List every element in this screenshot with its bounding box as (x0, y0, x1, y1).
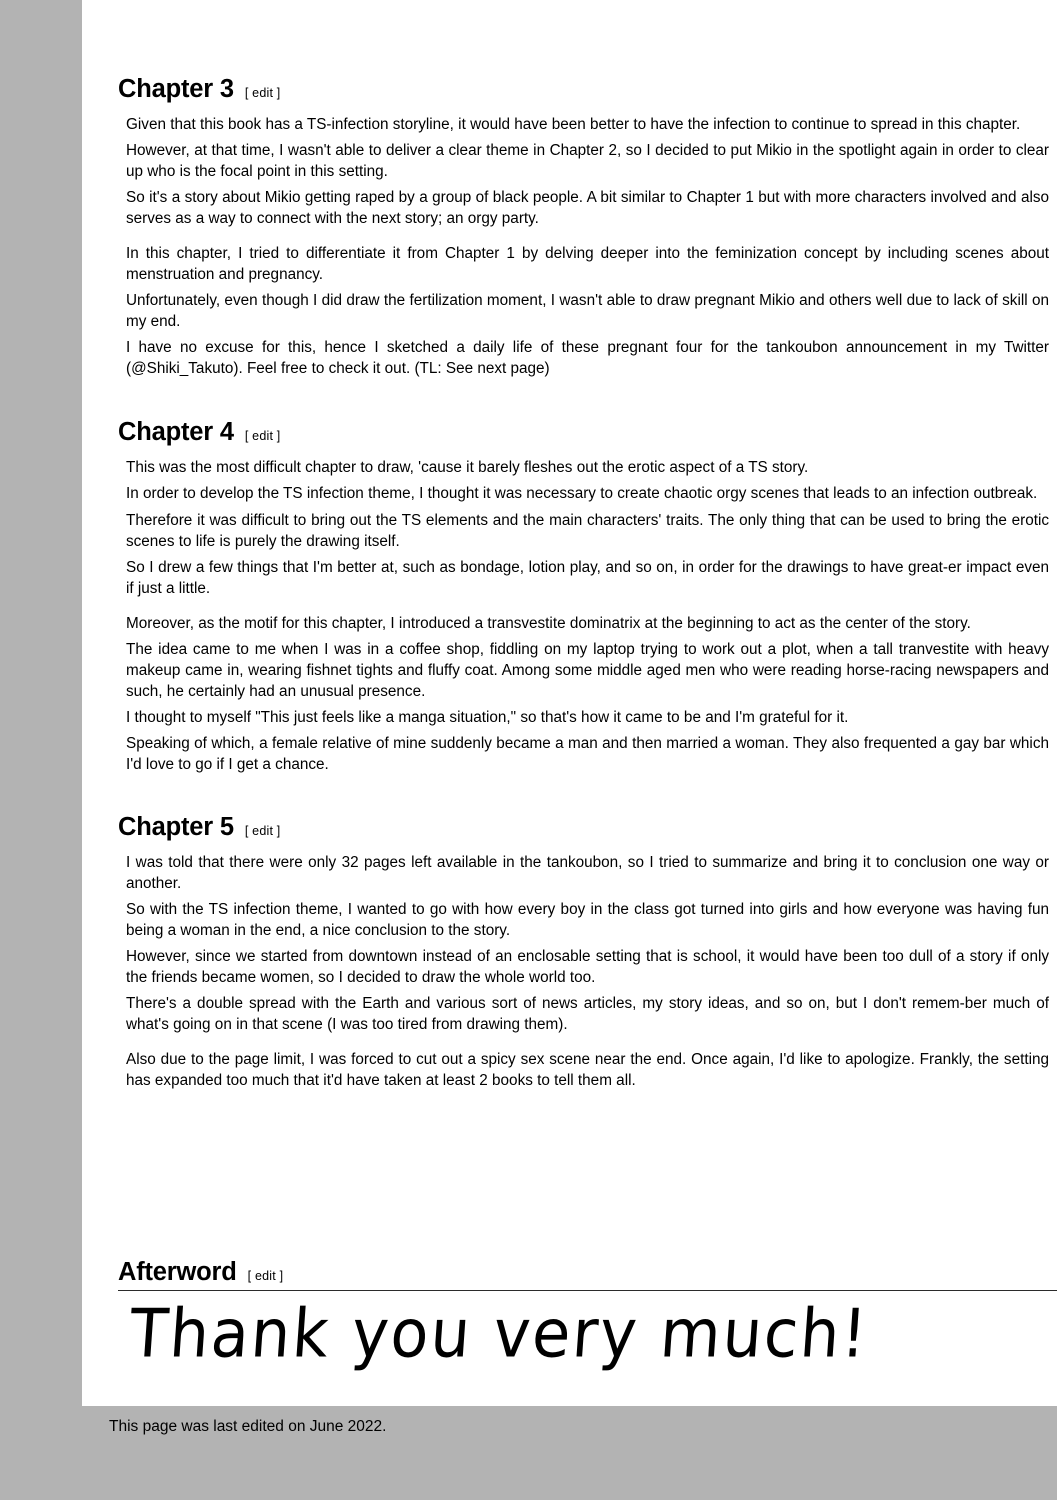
paragraph: So with the TS infection theme, I wanted to go with how every boy in the class got turned into girls and how everyone was having fun being a woman in the end, a nice conclusion to the story. (126, 900, 1049, 939)
paragraph: This was the most difficult chapter to draw, 'cause it barely fleshes out the erotic aspect of a TS story. (126, 459, 809, 477)
paragraph: However, since we started from downtown instead of an enclosable setting that is school, it would have been too dull of a story if only the friends became women, so I decided to draw the whole world too. (126, 948, 1049, 987)
paragraph: Speaking of which, a female relative of mine suddenly became a man and then married a woman. They also frequented a gay bar which I'd love to go if I get a chance. (126, 734, 1049, 773)
paragraph-group (118, 852, 1057, 1035)
edit-link-afterword[interactable]: [ edit ] (247, 1269, 284, 1283)
paragraph: I was told that there were only 32 pages left available in the tankoubon, so I tried to summarize and bring it to conclusion one way or another. (126, 853, 1049, 892)
paragraph: However, at that time, I wasn't able to deliver a clear theme in Chapter 2, so I decided to put Mikio in the spotlight again in order to clear up who is the focal point in this setting. (126, 142, 1049, 181)
heading-chapter3 (118, 75, 1057, 103)
heading-chapter4 (118, 418, 1057, 446)
paragraph: I thought to myself "This just feels like a manga situation," so that's how it came to be and I'm grateful for it. (126, 708, 849, 726)
paragraph: So it's a story about Mikio getting raped by a group of black people. A bit similar to Chapter 1 but with more characters involved and also serves as a way to connect with the next story; an orgy party. (126, 189, 1049, 228)
paragraph-group (118, 457, 1057, 598)
paragraph: Given that this book has a TS-infection storyline, it would have been better to have the infection to continue to spread in this chapter. (126, 116, 1021, 134)
paragraph: Moreover, as the motif for this chapter, I introduced a transvestite dominatrix at the beginning to act as the center of the story. (126, 614, 971, 632)
section-afterword (118, 1258, 1057, 1373)
edit-link-chapter5[interactable]: [ edit ] (244, 823, 281, 838)
paragraph-group (118, 1049, 1057, 1091)
section-chapter3 (118, 75, 1057, 379)
section-chapter5 (118, 813, 1057, 1091)
page-title-afterword: Afterword (118, 1258, 237, 1286)
paragraph: I have no excuse for this, hence I sketched a daily life of these pregnant four for the tankoubon announcement in my Twitter (@Shiki_Takuto). Feel free to check it out. (TL: See next page) (126, 339, 1049, 378)
article-content (118, 0, 1057, 1406)
last-edited-text: This page was last edited on June 2022. (109, 1418, 387, 1435)
handwritten-thank-you: Thank you very much! (127, 1294, 872, 1373)
heading-chapter5 (118, 813, 1057, 841)
paragraph: So I drew a few things that I'm better at, such as bondage, lotion play, and so on, in order for the drawings to have great-er impact even if just a little. (126, 558, 1049, 597)
paragraph: Unfortunately, even though I did draw the fertilization moment, I wasn't able to draw pregnant Mikio and others well due to lack of skill on my end. (126, 292, 1049, 331)
section-divider (118, 1290, 1057, 1291)
paragraph: Also due to the page limit, I was forced to cut out a spicy sex scene near the end. Once again, I'd like to apologize. Frankly, the setting has expanded too much that it'd have taken at least 2 books to tell them all. (126, 1051, 1049, 1090)
paragraph-group (118, 114, 1057, 229)
paragraph: There's a double spread with the Earth and various sort of news articles, my story ideas, and so on, but I don't remem-ber much of what's going on in that scene (I was too tired from drawing them). (126, 995, 1049, 1034)
paragraph: Therefore it was difficult to bring out the TS elements and the main characters' traits. The only thing that can be used to bring the erotic scenes to life is purely the drawing itself. (126, 511, 1049, 550)
page-title-chapter5: Chapter 5 (118, 812, 234, 841)
edit-link-chapter3[interactable]: [ edit ] (244, 86, 281, 100)
paragraph: In order to develop the TS infection theme, I thought it was necessary to create chaotic orgy scenes that leads to an infection outbreak. (126, 485, 1038, 503)
paragraph: The idea came to me when I was in a coffee shop, fiddling on my laptop trying to work out a plot, when a tall tranvestite with heavy makeup came in, wearing fishnet tights and fluffy coat. Among some middle aged men who were reading horse-racing newspapers and such, he certainly had an unusual presence. (126, 640, 1049, 700)
page-title-chapter4: Chapter 4 (118, 418, 234, 447)
paragraph-group (118, 613, 1057, 775)
paragraph: In this chapter, I tried to differentiate it from Chapter 1 by delving deeper into the feminization concept by including scenes about menstruation and pregnancy. (126, 245, 1049, 284)
heading-afterword (118, 1258, 1057, 1286)
edit-link-chapter4[interactable]: [ edit ] (244, 429, 281, 444)
page-sheet (82, 0, 1057, 1406)
paragraph-group (118, 243, 1057, 379)
page-footer (0, 1406, 1057, 1500)
section-chapter4 (118, 418, 1057, 774)
page-title-chapter3: Chapter 3 (118, 75, 234, 103)
